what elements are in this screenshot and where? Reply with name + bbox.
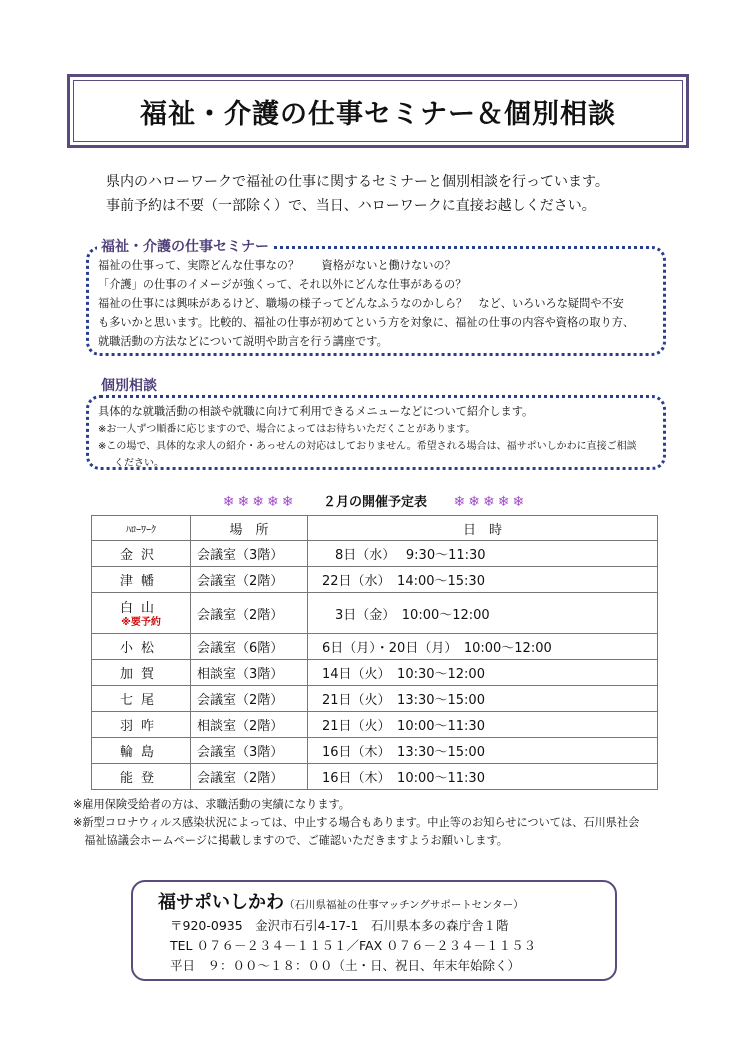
office-cell — [92, 593, 191, 634]
place-cell: 会議室（3階） — [191, 738, 308, 764]
seminar-line: 福祉の仕事って、実際どんな仕事なの？ 資格がないと働けないの？ — [98, 259, 456, 272]
header-time: 日 時 — [308, 516, 658, 541]
snowflake-icons: ❄❄❄❄❄ — [453, 494, 528, 510]
seminar-line: 就職活動の方法などについて説明や助言を行う講座です。 — [98, 335, 388, 348]
office-cell: 羽咋 — [92, 712, 191, 738]
time-cell: 8日（水） 9:30～11:30 — [308, 541, 658, 567]
contact-phone: TEL ０７６－２３４－１１５１／FAX ０７６－２３４－１１５３ — [170, 938, 537, 953]
seminar-line: 「介護」の仕事のイメージが強くって、それ以外にどんな仕事があるの？ — [98, 278, 467, 291]
contact-hours: 平日 ９：００～１８：００（土・日、祝日、年末年始除く） — [170, 958, 521, 973]
intro-text — [106, 170, 609, 218]
consult-note: ください。 — [114, 458, 164, 469]
office-cell: 能登 — [92, 764, 191, 790]
time-cell: 21日（火） 13:30～15:00 — [308, 686, 658, 712]
place-cell: 会議室（6階） — [191, 634, 308, 660]
place-cell: 会議室（2階） — [191, 686, 308, 712]
page-title: 福祉・介護の仕事セミナー＆個別相談 — [140, 98, 616, 130]
intro-line: 事前予約は不要（一部除く）で、当日、ハローワークに直接お越しください。 — [106, 198, 596, 214]
schedule-title: ２月の開催予定表 — [322, 495, 427, 510]
organization-name: 福サポいしかわ — [158, 892, 284, 913]
table-row — [92, 764, 658, 790]
intro-line: 県内のハローワークで福祉の仕事に関するセミナーと個別相談を行っています。 — [106, 174, 609, 190]
consult-label: 個別相談 — [97, 375, 161, 395]
consult-note: ※この場で、具体的な求人の紹介・あっせんの対応はしておりません。希望される場合は、福サポいしかわに直接ご相談 — [98, 441, 637, 452]
office-cell: 輪島 — [92, 738, 191, 764]
table-row — [92, 634, 658, 660]
footnote: ※新型コロナウィルス感染状況によっては、中止する場合もあります。中止等のお知らせについては、石川県社会 — [73, 816, 640, 829]
time-cell: 14日（火） 10:30～12:00 — [308, 660, 658, 686]
office-name: 白山 — [119, 600, 162, 616]
schedule-heading — [0, 491, 750, 510]
footnote: ※雇用保険受給者の方は、求職活動の実績になります。 — [73, 798, 350, 811]
table-row — [92, 567, 658, 593]
title-frame — [73, 80, 683, 142]
table-row — [92, 660, 658, 686]
place-cell: 会議室（2階） — [191, 567, 308, 593]
header-place: 場 所 — [191, 516, 308, 541]
footnote: 福祉協議会ホームページに掲載しますので、ご確認いただきますようお願いします。 — [73, 834, 508, 847]
table-row — [92, 712, 658, 738]
time-cell: 3日（金） 10:00～12:00 — [308, 593, 658, 634]
time-cell: 16日（木） 13:30～15:00 — [308, 738, 658, 764]
place-cell: 相談室（2階） — [191, 712, 308, 738]
footnotes — [73, 796, 693, 850]
office-cell: 金沢 — [92, 541, 191, 567]
place-cell: 会議室（3階） — [191, 541, 308, 567]
office-cell: 七尾 — [92, 686, 191, 712]
table-header-row — [92, 516, 658, 541]
contact-address: 〒920-0935 金沢市石引4-17-1 石川県本多の森庁舎１階 — [170, 918, 509, 933]
consult-text — [98, 402, 663, 472]
consult-note: ※お一人ずつ順番に応じますので、場合によってはお待ちいただくことがあります。 — [98, 424, 476, 435]
table-row — [92, 738, 658, 764]
contact-heading — [158, 888, 524, 914]
place-cell: 会議室（2階） — [191, 593, 308, 634]
place-cell: 会議室（2階） — [191, 764, 308, 790]
time-cell: 6日（月）・20日（月） 10:00～12:00 — [308, 634, 658, 660]
reservation-required-note: ※要予約 — [121, 616, 161, 628]
seminar-line: も多いかと思います。比較的、福祉の仕事が初めてという方を対象に、福祉の仕事の内容や資格の取り方、 — [98, 316, 635, 329]
table-row — [92, 541, 658, 567]
seminar-label: 福祉・介護の仕事セミナー — [97, 236, 273, 256]
place-cell: 相談室（3階） — [191, 660, 308, 686]
header-office: ﾊﾛｰﾜｰｸ — [92, 516, 191, 541]
office-cell: 津幡 — [92, 567, 191, 593]
snowflake-icons: ❄❄❄❄❄ — [222, 494, 297, 510]
time-cell: 22日（水） 14:00～15:30 — [308, 567, 658, 593]
time-cell: 16日（木） 10:00～11:30 — [308, 764, 658, 790]
consult-line: 具体的な就職活動の相談や就職に向けて利用できるメニューなどについて紹介します。 — [98, 405, 534, 418]
office-cell: 加賀 — [92, 660, 191, 686]
seminar-line: 福祉の仕事には興味があるけど、職場の様子ってどんなふうなのかしら？ など、いろいろな疑問や不安 — [98, 297, 624, 310]
table-row — [92, 686, 658, 712]
table-row — [92, 593, 658, 634]
seminar-text — [98, 256, 663, 351]
schedule-table — [91, 515, 658, 790]
time-cell: 21日（火） 10:00～11:30 — [308, 712, 658, 738]
office-cell: 小松 — [92, 634, 191, 660]
organization-subtitle: （石川県福祉の仕事マッチングサポートセンター） — [284, 899, 524, 911]
